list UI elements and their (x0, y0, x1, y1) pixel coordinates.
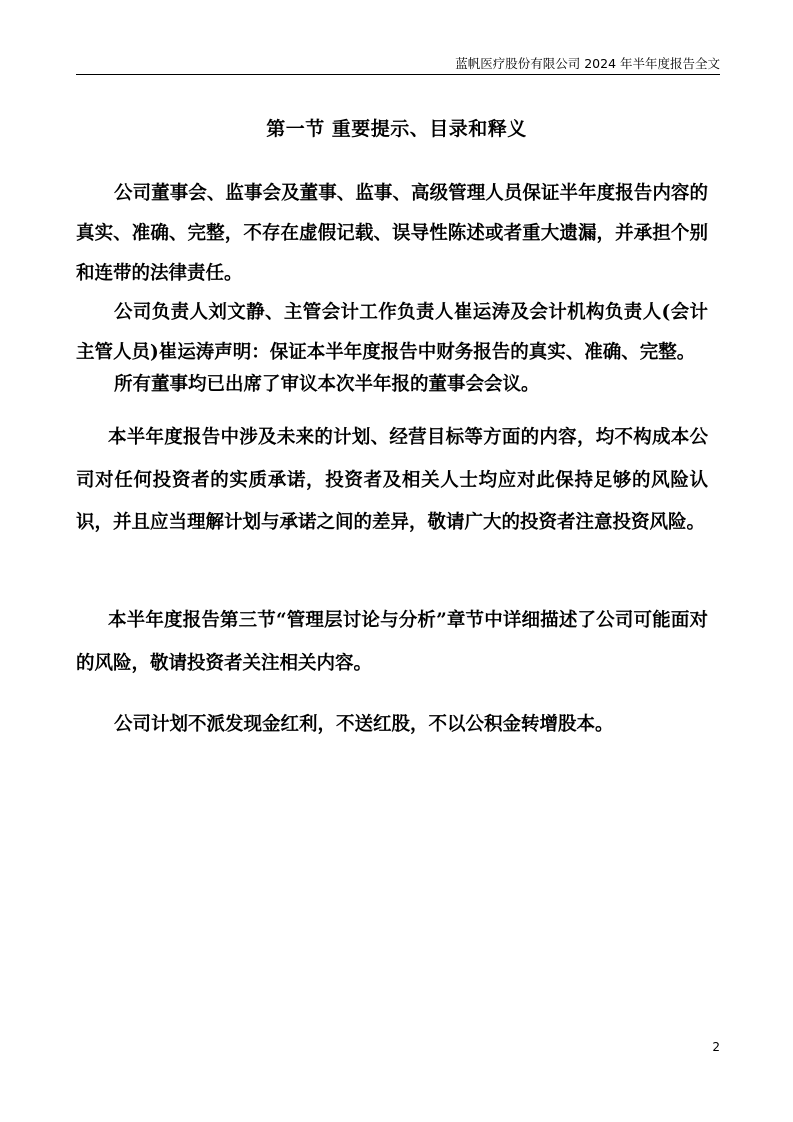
paragraph-responsible-persons: 公司负责人刘文静、主管会计工作负责人崔运涛及会计机构负责人(会计主管人员)崔运涛声明：保证本半年度报告中财务报告的真实、准确、完整。 (76, 302, 708, 363)
running-header: 蓝帆医疗股份有限公司 2024 年半年度报告全文 (455, 56, 720, 71)
paragraph-board-guarantee: 公司董事会、监事会及董事、监事、高级管理人员保证半年度报告内容的真实、准确、完整，不存在虚假记载、误导性陈述或者重大遗漏，并承担个别和连带的法律责任。 (76, 183, 708, 284)
paragraph-forward-looking: 本半年度报告中涉及未来的计划、经营目标等方面的内容，均不构成本公司对任何投资者的实质承诺，投资者及相关人士均应对此保持足够的风险认识，并且应当理解计划与承诺之间的差异，敬请广大的投资者注意投资风险。 (76, 427, 708, 533)
section-title: 第一节 重要提示、目录和释义 (266, 118, 527, 140)
page-number: 2 (712, 1040, 720, 1054)
header-divider (76, 74, 720, 75)
paragraph-risk-reference: 本半年度报告第三节“管理层讨论与分析”章节中详细描述了公司可能面对的风险，敬请投资者关注相关内容。 (76, 610, 708, 674)
paragraph-directors-attendance: 所有董事均已出席了审议本次半年报的董事会会议。 (114, 374, 540, 395)
paragraph-dividend-plan: 公司计划不派发现金红利，不送红股，不以公积金转增股本。 (114, 714, 614, 735)
